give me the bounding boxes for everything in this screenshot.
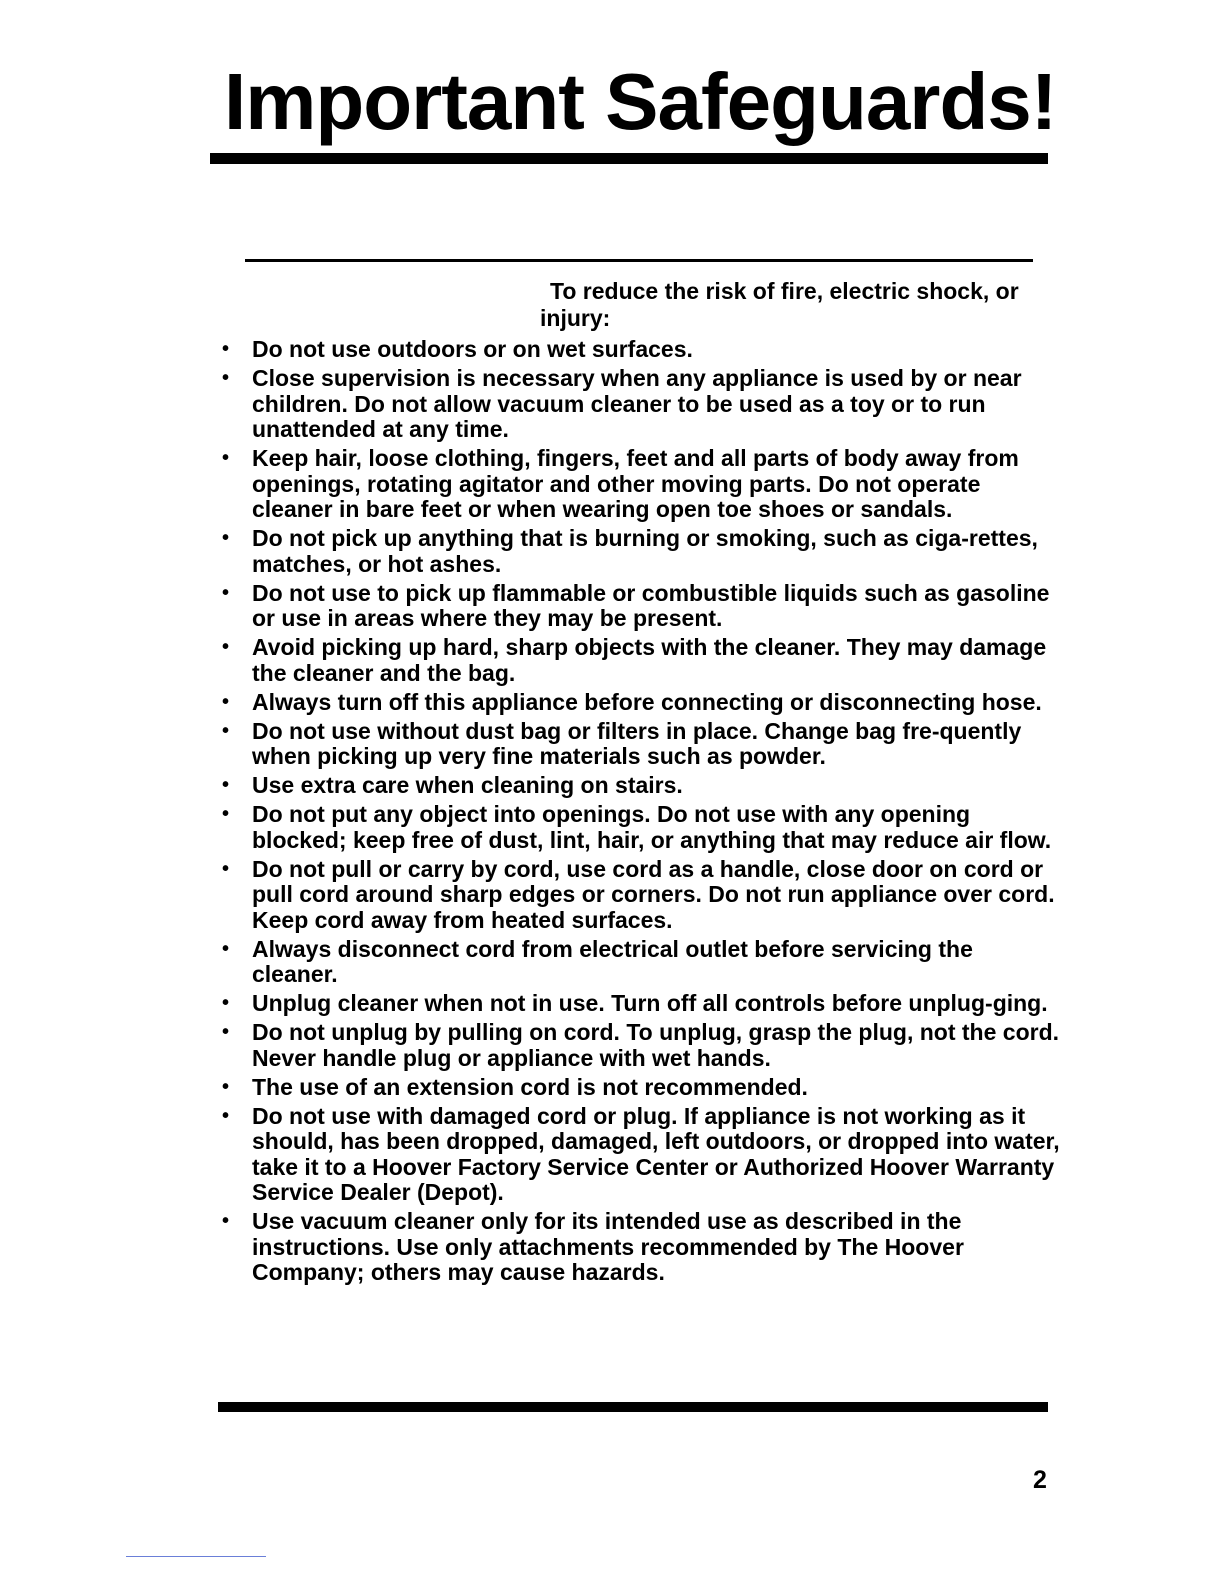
page-number: 2 [1033, 1466, 1047, 1494]
list-item: • Do not use without dust bag or filters in place. Change bag fre-quently when picking up very fine materials such as powder. [220, 719, 1060, 770]
list-item: • Keep hair, loose clothing, fingers, feet and all parts of body away from openings, rotating agitator and other moving parts. Do not operate cleaner in bare feet or when wearing open toe shoes or sandals. [220, 446, 1060, 523]
list-item: • Do not pull or carry by cord, use cord as a handle, close door on cord or pull cord around sharp edges or corners. Do not run appliance over cord. Keep cord away from heated surfaces. [220, 857, 1060, 934]
list-item: • The use of an extension cord is not recommended. [220, 1075, 1060, 1101]
warning-intro-line-2: injury: [540, 305, 611, 331]
list-item: • Always disconnect cord from electrical outlet before servicing the cleaner. [220, 937, 1060, 988]
list-item: • Close supervision is necessary when any appliance is used by or near children. Do not allow vacuum cleaner to be used as a toy or to run unattended at any time. [220, 366, 1060, 443]
list-item: • Do not unplug by pulling on cord. To unplug, grasp the plug, not the cord. Never handle plug or appliance with wet hands. [220, 1020, 1060, 1071]
bottom-rule [218, 1402, 1048, 1412]
list-item: • Do not put any object into openings. Do not use with any opening blocked; keep free of dust, lint, hair, or anything that may reduce air flow. [220, 802, 1060, 853]
list-item: • Do not use with damaged cord or plug. If appliance is not working as it should, has been dropped, damaged, left outdoors, or dropped into water, take it to a Hoover Factory Service Center or Authorized Hoover Warranty Service Dealer (Depot). [220, 1104, 1060, 1206]
list-item: • Unplug cleaner when not in use. Turn off all controls before unplug-ging. [220, 991, 1060, 1017]
safeguards-list [220, 337, 1060, 1289]
list-item: • Do not use outdoors or on wet surfaces. [220, 337, 1060, 363]
list-item: • Do not pick up anything that is burning or smoking, such as ciga-rettes, matches, or hot ashes. [220, 526, 1060, 577]
warning-intro-line-1: To reduce the risk of fire, electric shock, or [550, 278, 1019, 304]
list-item: • Do not use to pick up flammable or combustible liquids such as gasoline or use in areas where they may be present. [220, 581, 1060, 632]
section-divider [245, 259, 1033, 262]
list-item: • Use extra care when cleaning on stairs. [220, 773, 1060, 799]
footer-line [126, 1556, 266, 1557]
list-item: • Always turn off this appliance before connecting or disconnecting hose. [220, 690, 1060, 716]
list-item: • Avoid picking up hard, sharp objects with the cleaner. They may damage the cleaner and the bag. [220, 635, 1060, 686]
list-item: • Use vacuum cleaner only for its intended use as described in the instructions. Use only attachments recommended by The Hoover Company; others may cause hazards. [220, 1209, 1060, 1286]
warning-intro [540, 278, 1060, 332]
page-title: Important Safeguards! [224, 57, 1057, 146]
title-underline [210, 153, 1048, 164]
